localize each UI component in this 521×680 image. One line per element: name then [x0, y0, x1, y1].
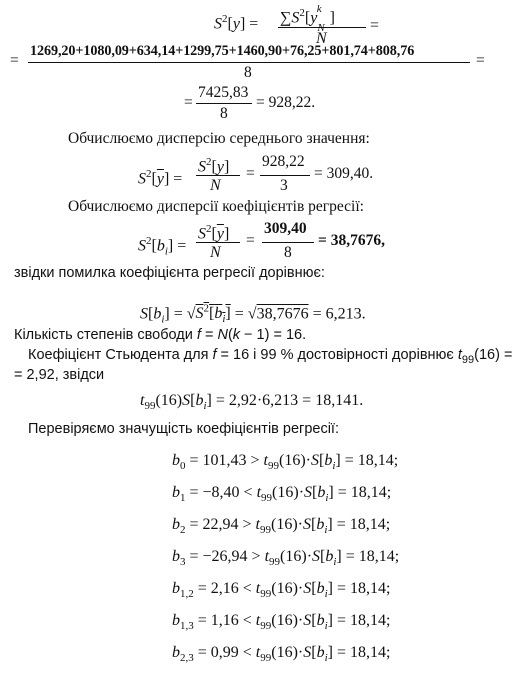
formula-confidence: $t_{99}(16)S[b_i] = 2,92\cdot 6,213 = 18,141$.: [140, 392, 364, 413]
equals-sign: =: [246, 165, 255, 182]
formula-variance-mean: $S^2[\overline{y}]$ =: [138, 168, 183, 188]
formula-denominator-N: N: [316, 30, 327, 47]
coef-check-b23: $b_{2,3} = 0,99 < t_{99}(16)\cdot S[b_i] = 18,14$;: [172, 644, 391, 665]
formula-denominator: 3: [280, 177, 288, 194]
formula-denominator-N: N: [210, 177, 221, 194]
paragraph-text: = 2,92, звідси: [14, 367, 105, 383]
equals-sign: =: [184, 94, 193, 111]
equals-sign: =: [476, 52, 485, 69]
coef-check-b13: $b_{1,3} = 1,16 < t_{99}(16)\cdot S[b_i] = 18,14$;: [172, 612, 391, 633]
formula-result: = 928,22.: [256, 94, 316, 111]
coef-check-b12: $b_{1,2} = 2,16 < t_{99}(16)\cdot S[b_i] = 18,14$;: [172, 580, 391, 601]
coef-check-b3: $b_3 = -26,94 > t_{99}(16)\cdot S[b_i] = 18,14$;: [172, 548, 400, 569]
paragraph-text: Коефіцієнт Стьюдента для f = 16 і 99 % достовірності дорівнює $t_{99}(16)$ =: [28, 347, 513, 366]
formula-denominator: 8: [220, 105, 228, 122]
equals-sign: =: [246, 232, 255, 249]
formula-numerator: $S^2[\overline{y}]$: [198, 223, 230, 243]
paragraph-text: Обчислюємо дисперсію середнього значення:: [68, 130, 370, 147]
equals-sign: =: [370, 17, 380, 34]
coef-check-b1: $b_1 = -8,40 < t_{99}(16)\cdot S[b_i] = 18,14$;: [172, 484, 392, 505]
formula-std-error: $S[b_i] = √S^2[b_i] = √38,7676 = 6,213$.: [140, 303, 366, 326]
formula-variance-y: $S^2[y]$ =: [214, 13, 259, 33]
formula-numerator-sum-values: 1269,20+1080,09+634,14+1299,75+1460,90+76,25+801,74+808,76: [30, 43, 415, 59]
paragraph-text: звідки помилка коефіцієнта регресії дорівнює:: [14, 265, 325, 281]
formula-denominator: 8: [244, 64, 252, 81]
formula-numerator: 928,22: [262, 153, 305, 170]
formula-sum-numerator: $\sum S^2[y^k]$: [280, 3, 335, 27]
paragraph-text: Обчислюємо дисперсії коефіцієнтів регресії:: [68, 198, 364, 215]
formula-denominator: 8: [284, 244, 292, 261]
formula-numerator: 309,40: [264, 220, 307, 237]
formula-variance-coefficients: $S^2[b_i]$ =: [138, 235, 187, 258]
paragraph-text: Перевіряємо значущість коефіцієнтів регресії:: [28, 421, 339, 437]
formula-numerator: $S^2[y]$: [198, 156, 230, 176]
paragraph-text: Кількість степенів свободи f = N(k − 1) = 16.: [14, 327, 307, 343]
formula-numerator: 7425,83: [198, 84, 249, 101]
coef-check-b0: $b_0 = 101,43 > t_{99}(16)\cdot S[b_i] = 18,14$;: [172, 452, 399, 473]
formula-result: = 309,40.: [314, 165, 374, 182]
formula-denominator-N: N: [210, 244, 221, 261]
coef-check-b2: $b_2 = 22,94 > t_{99}(16)\cdot S[b_i] = 18,14$;: [172, 516, 391, 537]
formula-result: = 38,7676,: [318, 232, 385, 249]
fraction-bar: [278, 27, 366, 28]
equals-sign: =: [10, 52, 19, 69]
